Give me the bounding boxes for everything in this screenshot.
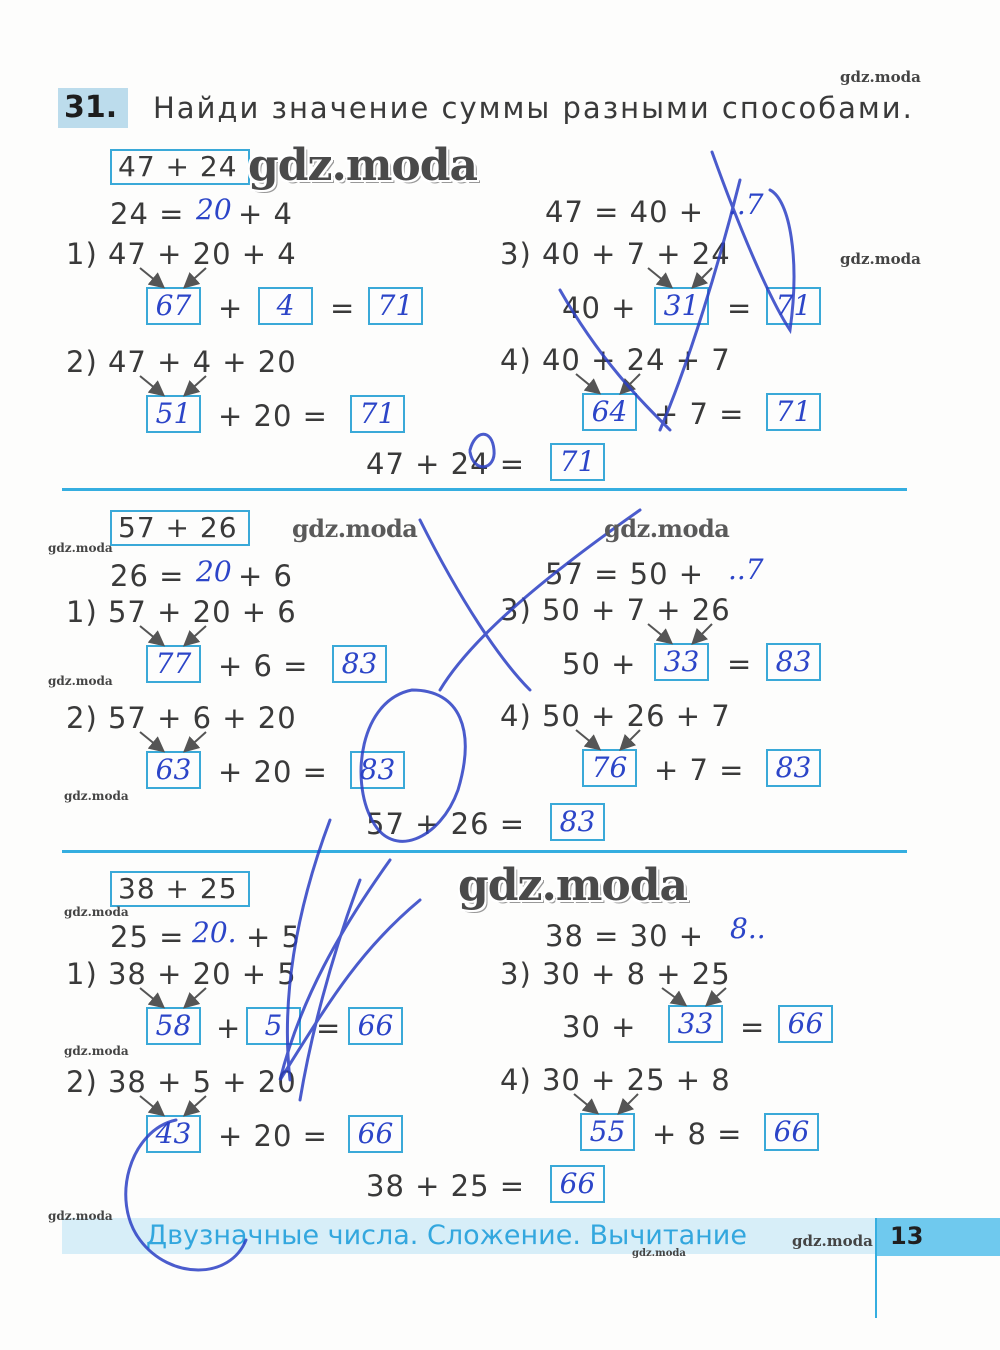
watermark: gdz.moda bbox=[840, 68, 921, 86]
plus-sign: + bbox=[218, 291, 244, 325]
equals-sign: = bbox=[740, 1010, 766, 1044]
way-3-label: 3) 30 + 8 + 25 bbox=[500, 957, 731, 991]
watermark: gdz.moda bbox=[48, 541, 113, 555]
watermark: gdz.moda bbox=[248, 140, 478, 191]
scribble-stroke bbox=[126, 1120, 246, 1270]
scribble-stroke bbox=[420, 520, 530, 690]
scribble-stroke bbox=[660, 180, 740, 430]
result-box: 71 bbox=[350, 395, 405, 433]
answer-box: 77 bbox=[146, 645, 201, 683]
expression-tail: + 20 = bbox=[218, 755, 328, 789]
split-left-post: + 5 bbox=[246, 920, 301, 954]
answer-box: 76 bbox=[582, 749, 637, 787]
watermark: gdz.moda bbox=[458, 860, 688, 911]
result-box: 83 bbox=[766, 643, 821, 681]
result-box: 83 bbox=[350, 751, 405, 789]
answer-box: 33 bbox=[654, 643, 709, 681]
split-left-post: + 4 bbox=[238, 197, 293, 231]
scribble-stroke bbox=[287, 820, 330, 1080]
answer-box: 31 bbox=[654, 287, 709, 325]
final-result-box: 66 bbox=[550, 1165, 605, 1203]
expression-head: 30 + bbox=[562, 1010, 637, 1044]
way-3-label: 3) 50 + 7 + 26 bbox=[500, 593, 731, 627]
result-box: 66 bbox=[348, 1115, 403, 1153]
split-right-pre: 57 = 50 + bbox=[545, 557, 705, 591]
plus-sign: + bbox=[216, 1011, 242, 1045]
expression-tail: + 20 = bbox=[218, 399, 328, 433]
result-box: 66 bbox=[348, 1007, 403, 1045]
way-2-label: 2) 57 + 6 + 20 bbox=[66, 701, 297, 735]
answer-box: 33 bbox=[668, 1005, 723, 1043]
scribble-stroke bbox=[300, 880, 360, 1100]
equals-sign: = bbox=[330, 291, 356, 325]
way-4-label: 4) 50 + 26 + 7 bbox=[500, 699, 731, 733]
watermark: gdz.moda bbox=[48, 674, 113, 688]
split-left-value: 20 bbox=[196, 193, 232, 226]
expression-box: 47 + 24 bbox=[110, 149, 250, 185]
watermark: gdz.moda bbox=[292, 514, 418, 543]
answer-box: 51 bbox=[146, 395, 201, 433]
way-2-label: 2) 47 + 4 + 20 bbox=[66, 345, 297, 379]
answer-box: 67 bbox=[146, 287, 201, 325]
expression-tail: + 6 = bbox=[218, 649, 309, 683]
way-1-label: 1) 47 + 20 + 4 bbox=[66, 237, 297, 271]
way-3-label: 3) 40 + 7 + 24 bbox=[500, 237, 731, 271]
expression-tail: + 7 = bbox=[654, 397, 745, 431]
watermark: gdz.moda bbox=[64, 905, 129, 919]
way-4-label: 4) 40 + 24 + 7 bbox=[500, 343, 731, 377]
expression-tail: + 8 = bbox=[652, 1117, 743, 1151]
watermark: gdz.moda bbox=[64, 1044, 129, 1058]
split-left-pre: 26 = bbox=[110, 559, 185, 593]
final-expression: 47 + 24 = bbox=[366, 447, 526, 481]
expression-head: 50 + bbox=[562, 647, 637, 681]
split-right-value: ..7 bbox=[728, 188, 764, 221]
answer-box: 43 bbox=[146, 1115, 201, 1153]
result-box: 83 bbox=[332, 645, 387, 683]
split-left-value: 20. bbox=[192, 916, 237, 949]
scribble-stroke bbox=[280, 860, 420, 1080]
result-box: 71 bbox=[766, 393, 821, 431]
watermark: gdz.moda bbox=[840, 250, 921, 268]
split-left-post: + 6 bbox=[238, 559, 293, 593]
answer-box: 58 bbox=[146, 1007, 201, 1045]
watermark: gdz.moda bbox=[632, 1248, 686, 1259]
way-1-label: 1) 57 + 20 + 6 bbox=[66, 595, 297, 629]
task-instruction: Найди значение суммы разными способами. bbox=[153, 91, 914, 125]
watermark: gdz.moda bbox=[48, 1209, 113, 1223]
result-box: 66 bbox=[778, 1005, 833, 1043]
final-result-box: 71 bbox=[550, 443, 605, 481]
equals-sign: = bbox=[727, 647, 753, 681]
scribble-stroke bbox=[560, 290, 670, 430]
split-left-value: 20 bbox=[196, 555, 232, 588]
equals-sign: = bbox=[316, 1011, 342, 1045]
split-right-value: ..7 bbox=[728, 553, 764, 586]
expression-box: 57 + 26 bbox=[110, 510, 250, 546]
way-2-label: 2) 38 + 5 + 20 bbox=[66, 1065, 297, 1099]
answer-box: 64 bbox=[582, 393, 637, 431]
result-box: 71 bbox=[368, 287, 423, 325]
equals-sign: = bbox=[727, 291, 753, 325]
final-expression: 57 + 26 = bbox=[366, 807, 526, 841]
way-1-label: 1) 38 + 20 + 5 bbox=[66, 957, 297, 991]
answer-box: 4 bbox=[258, 287, 313, 325]
result-box: 66 bbox=[764, 1113, 819, 1151]
expression-box: 38 + 25 bbox=[110, 871, 250, 907]
watermark: gdz.moda bbox=[64, 789, 129, 803]
way-4-label: 4) 30 + 25 + 8 bbox=[500, 1063, 731, 1097]
footer-topic: Двузначные числа. Сложение. Вычитание bbox=[146, 1220, 747, 1251]
split-right-value: 8.. bbox=[730, 912, 766, 945]
expression-tail: + 20 = bbox=[218, 1119, 328, 1153]
split-right-pre: 47 = 40 + bbox=[545, 195, 705, 229]
split-left-pre: 24 = bbox=[110, 197, 185, 231]
scribble-stroke bbox=[470, 434, 494, 467]
watermark: gdz.moda bbox=[604, 514, 730, 543]
final-result-box: 83 bbox=[550, 803, 605, 841]
answer-box: 55 bbox=[580, 1113, 635, 1151]
scribble-stroke bbox=[361, 690, 465, 841]
watermark: gdz.moda bbox=[792, 1232, 873, 1250]
final-expression: 38 + 25 = bbox=[366, 1169, 526, 1203]
split-right-pre: 38 = 30 + bbox=[545, 919, 705, 953]
split-left-pre: 25 = bbox=[110, 920, 185, 954]
task-number: 31. bbox=[58, 88, 128, 128]
page-number: 13 bbox=[890, 1222, 924, 1250]
expression-head: 40 + bbox=[562, 291, 637, 325]
expression-tail: + 7 = bbox=[654, 753, 745, 787]
answer-box: 63 bbox=[146, 751, 201, 789]
result-box: 71 bbox=[766, 287, 821, 325]
answer-box: 5 bbox=[246, 1007, 301, 1045]
result-box: 83 bbox=[766, 749, 821, 787]
